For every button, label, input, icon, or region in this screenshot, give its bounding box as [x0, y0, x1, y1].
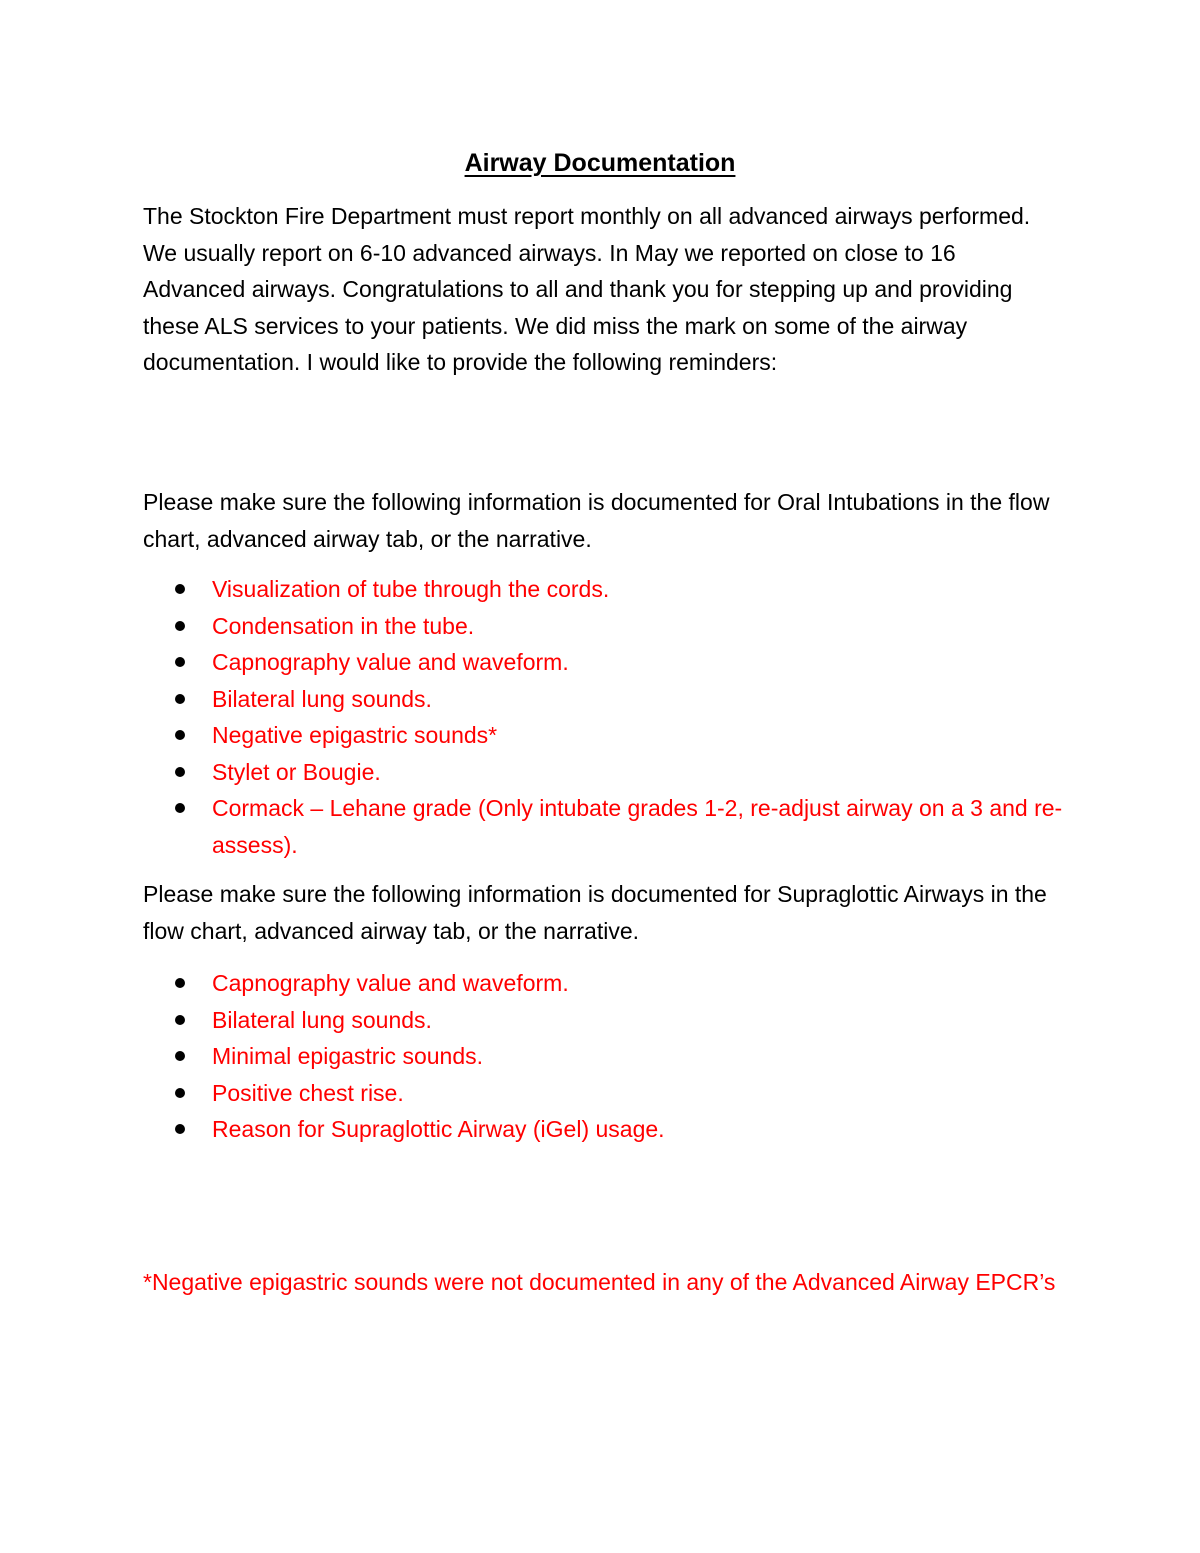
list-item-text: Bilateral lung sounds. [212, 685, 432, 712]
bullet-icon [175, 621, 185, 631]
list-item [143, 965, 1063, 1002]
bullet-icon [175, 730, 185, 740]
oral-intubation-heading: Please make sure the following information is documented for Oral Intubations in the flow chart, advanced airway tab, or the narrative. [143, 489, 1050, 552]
list-item-text: Capnography value and waveform. [212, 970, 569, 996]
list-item-text: Condensation in the tube. [212, 612, 475, 639]
list-item-text: Minimal epigastric sounds. [212, 1043, 484, 1069]
bullet-icon [175, 694, 185, 704]
list-item [143, 1002, 1063, 1039]
bullet-icon [175, 767, 185, 777]
bullet-icon [175, 657, 185, 667]
supraglottic-airway-heading: Please make sure the following information is documented for Supraglottic Airways in the flow chart, advanced airway tab, or the narrative. [143, 881, 1047, 944]
oral-intubation-list [143, 571, 1063, 863]
list-item-text: Visualization of tube through the cords. [212, 576, 610, 602]
list-item-text: Capnography value and waveform. [212, 649, 569, 675]
list-item-text: Negative epigastric sounds* [212, 722, 498, 748]
list-item [143, 790, 1063, 863]
list-item [143, 717, 1063, 754]
list-item [143, 644, 1063, 681]
list-item-text: Stylet or Bougie. [212, 758, 381, 785]
bullet-icon [175, 803, 185, 813]
bullet-icon [175, 978, 185, 988]
list-item [143, 571, 1063, 608]
list-item-text: Bilateral lung sounds. [212, 1006, 432, 1033]
list-item [143, 754, 1063, 791]
list-item [143, 1075, 1063, 1112]
list-item-text: Reason for Supraglottic Airway (iGel) usage. [212, 1116, 665, 1142]
list-item-text: Cormack – Lehane grade (Only intubate grades 1-2, re-adjust airway on a 3 and re-assess). [212, 795, 1063, 858]
bullet-icon [175, 1088, 185, 1098]
list-item [143, 1111, 1063, 1148]
intro-paragraph: The Stockton Fire Department must report monthly on all advanced airways performed. We usually report on 6-10 advanced airways. In May we reported on close to 16 Advanced airways. Congratulations to all and thank you for stepping up and providing these ALS services to your patients. We did miss the mark on some of the airway documentation. I would like to provide the following reminders: [143, 203, 1031, 375]
list-item [143, 681, 1063, 718]
bullet-icon [175, 1124, 185, 1134]
list-item-text: Positive chest rise. [212, 1079, 404, 1106]
footnote: *Negative epigastric sounds were not documented in any of the Advanced Airway EPCR’s [143, 1269, 1056, 1295]
supraglottic-airway-list [143, 965, 1063, 1148]
list-item [143, 608, 1063, 645]
bullet-icon [175, 1015, 185, 1025]
list-item [143, 1038, 1063, 1075]
document-title: Airway Documentation [464, 149, 736, 177]
bullet-icon [175, 1051, 185, 1061]
bullet-icon [175, 584, 185, 594]
